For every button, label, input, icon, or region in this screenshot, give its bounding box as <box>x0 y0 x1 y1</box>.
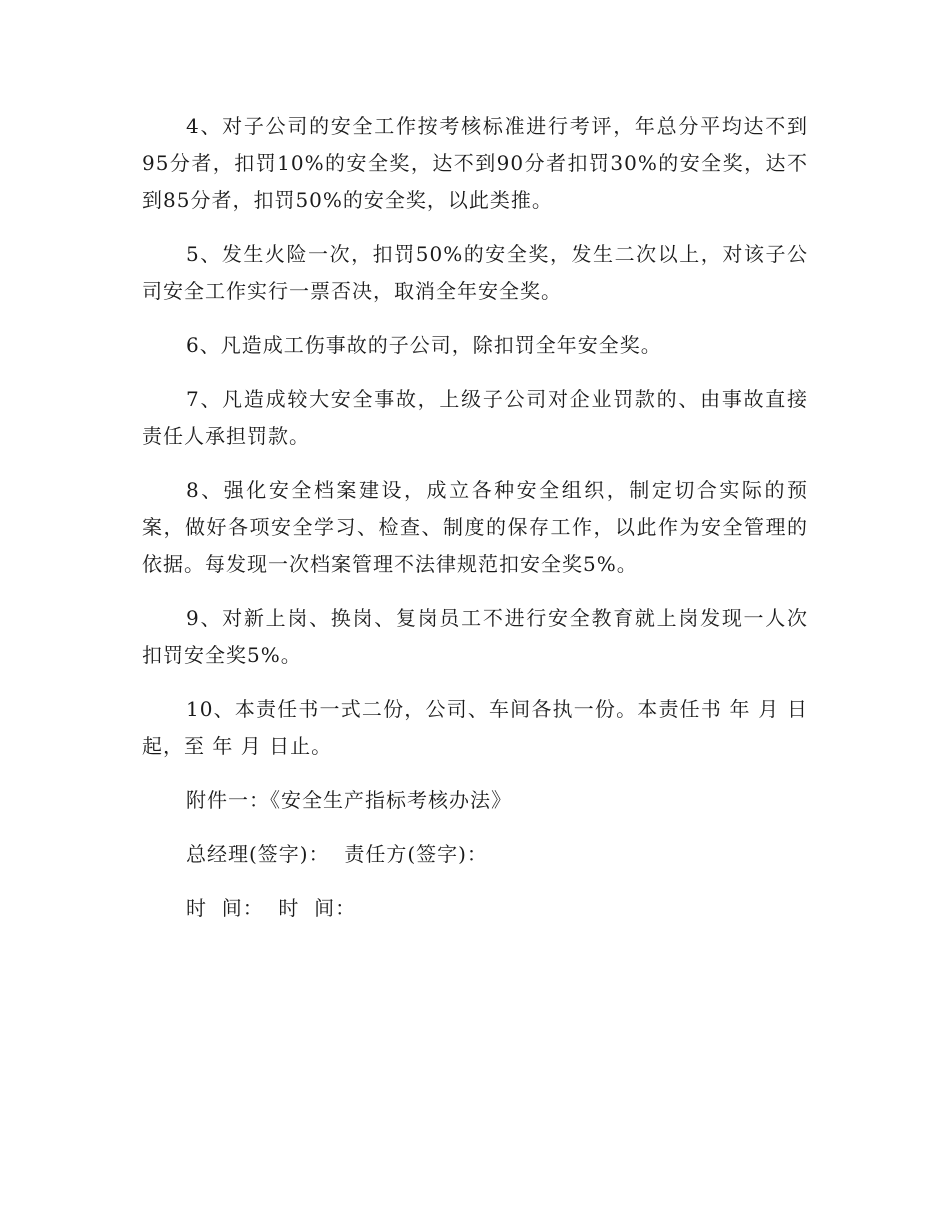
clause-5: 5、发生火险一次，扣罚50%的安全奖，发生二次以上，对该子公司安全工作实行一票否决，取消全年安全奖。 <box>142 242 808 303</box>
attachment-line: 附件一：《安全生产指标考核办法》 <box>186 788 512 812</box>
clause-4: 4、对子公司的安全工作按考核标准进行考评，年总分平均达不到95分者，扣罚10%的安全奖，达不到90分者扣罚30%的安全奖，达不到85分者，扣罚50%的安全奖，以此类推。 <box>142 114 808 212</box>
clause-8: 8、强化安全档案建设，成立各种安全组织，制定切合实际的预案，做好各项安全学习、检查、制度的保存工作，以此作为安全管理的依据。每发现一次档案管理不法律规范扣安全奖5%。 <box>142 478 808 576</box>
date-line: 时 间： 时 间： <box>186 896 357 920</box>
document-body <box>142 108 808 944</box>
signature-line: 总经理(签字)： 责任方(签字)： <box>186 842 488 866</box>
clause-9: 9、对新上岗、换岗、复岗员工不进行安全教育就上岗发现一人次扣罚安全奖5%。 <box>142 606 808 667</box>
clause-10: 10、本责任书一式二份，公司、车间各执一份。本责任书 年 月 日起，至 年 月 日止。 <box>142 697 808 758</box>
clause-7: 7、凡造成较大安全事故，上级子公司对企业罚款的、由事故直接责任人承担罚款。 <box>142 387 808 448</box>
clause-6: 6、凡造成工伤事故的子公司，除扣罚全年安全奖。 <box>186 333 662 357</box>
